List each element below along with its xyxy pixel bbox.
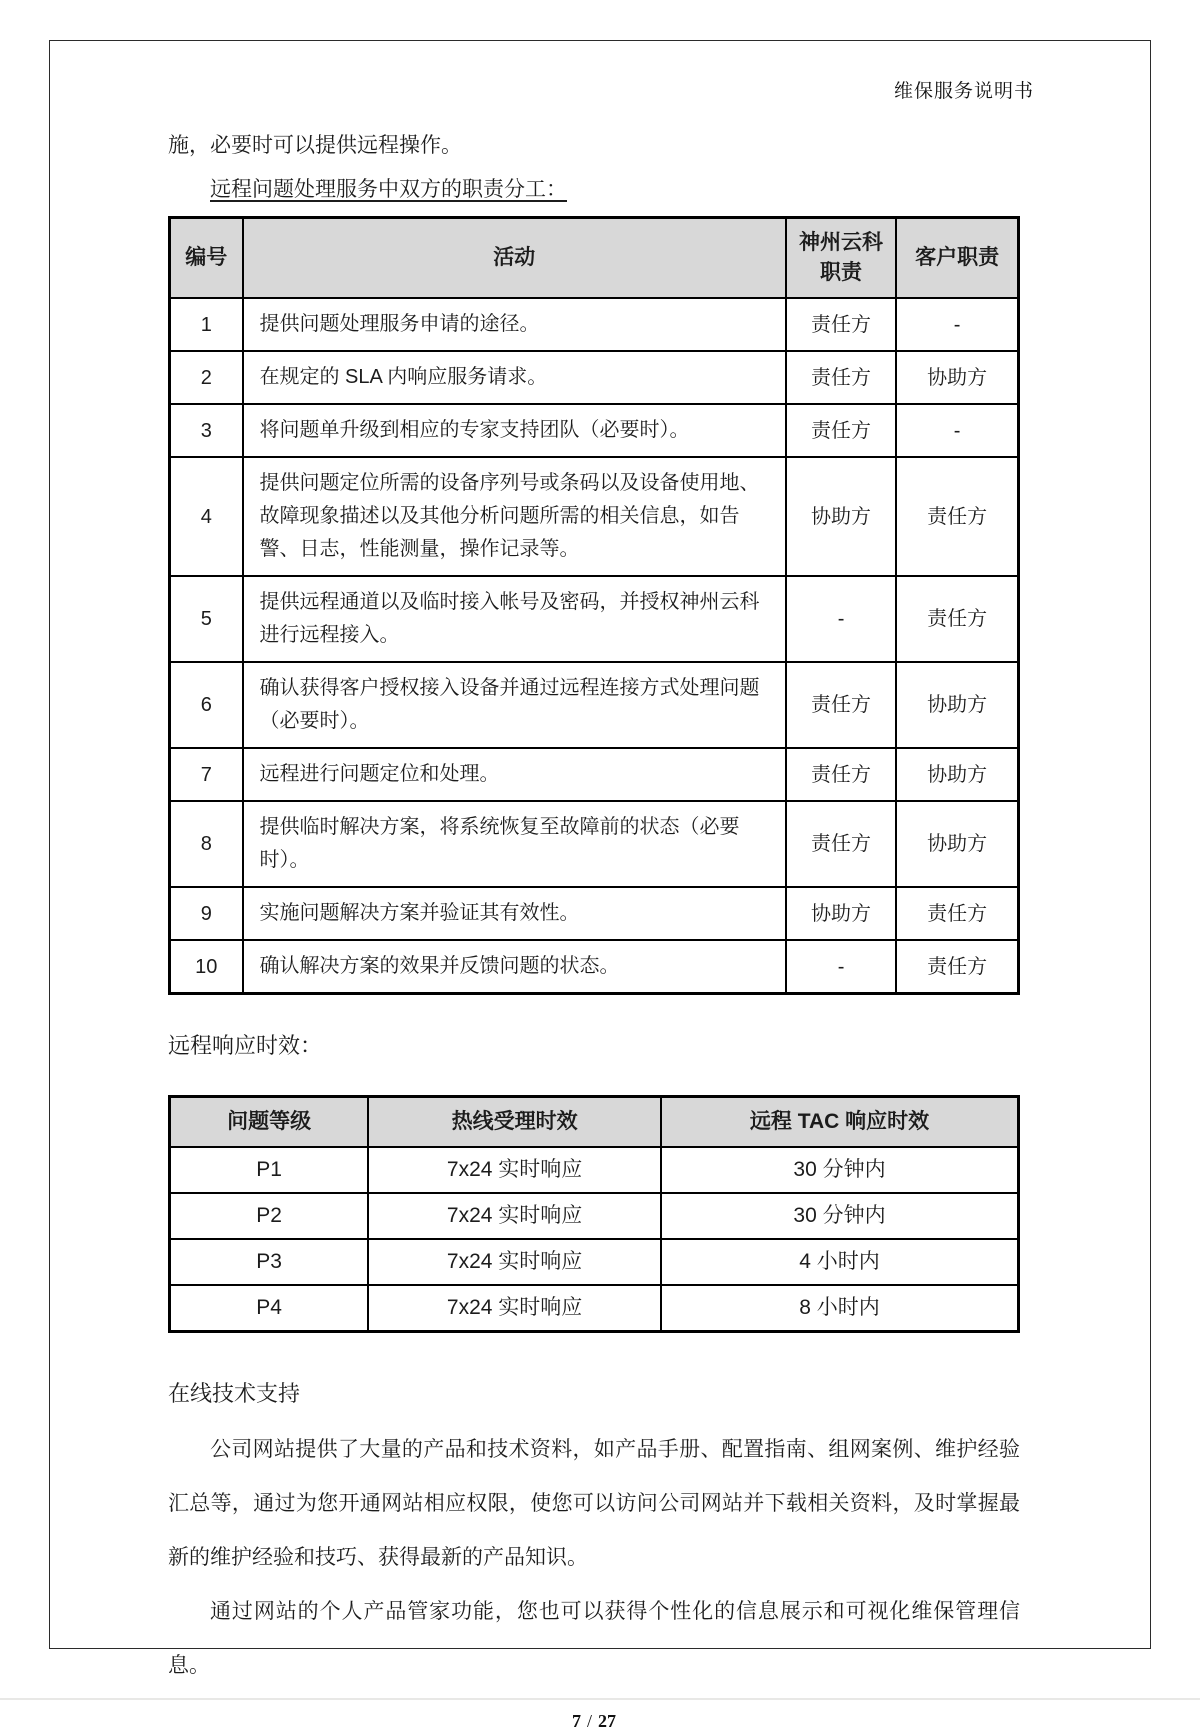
- page-number-current: 7: [571, 1711, 581, 1731]
- response-time-label: 远程响应时效：: [168, 1033, 323, 1058]
- col-header-vendor-duty-line1: 神州云科: [799, 231, 884, 254]
- cell-activity: 提供远程通道以及临时接入帐号及密码，并授权神州云科进行远程接入。: [243, 576, 786, 662]
- cell-customer: 协助方: [896, 662, 1018, 748]
- cell-customer: 责任方: [896, 940, 1018, 994]
- intro-paragraph-continuation: 施，必要时可以提供远程操作。: [168, 134, 462, 157]
- cell-number: 7: [170, 748, 243, 801]
- col-header-customer-duty: 客户职责: [896, 218, 1018, 299]
- col-header-problem-level: 问题等级: [170, 1097, 369, 1148]
- cell-hotline: 7x24 实时响应: [368, 1193, 661, 1239]
- cell-customer: 责任方: [896, 457, 1018, 576]
- cell-number: 4: [170, 457, 243, 576]
- page-content: [168, 132, 1020, 1732]
- table-row: [170, 662, 1019, 748]
- cell-number: 3: [170, 404, 243, 457]
- responsibility-table: [168, 216, 1020, 995]
- cell-level: P2: [170, 1193, 369, 1239]
- cell-customer: 责任方: [896, 576, 1018, 662]
- table1-caption: [168, 176, 1020, 204]
- response-time-table: [168, 1095, 1020, 1333]
- cell-customer: 协助方: [896, 801, 1018, 887]
- table-row: [170, 298, 1019, 351]
- cell-activity: 提供临时解决方案，将系统恢复至故障前的状态（必要时）。: [243, 801, 786, 887]
- cell-tac: 30 分钟内: [661, 1193, 1018, 1239]
- cell-customer: -: [896, 404, 1018, 457]
- response-time-table-header-row: [170, 1097, 1019, 1148]
- col-header-activity: 活动: [243, 218, 786, 299]
- table-row: [170, 1285, 1019, 1332]
- cell-tac: 8 小时内: [661, 1285, 1018, 1332]
- cell-vendor: 责任方: [786, 662, 896, 748]
- cell-vendor: 责任方: [786, 748, 896, 801]
- cell-number: 6: [170, 662, 243, 748]
- table-row: [170, 940, 1019, 994]
- table-row: [170, 1147, 1019, 1193]
- cell-vendor: 责任方: [786, 404, 896, 457]
- table-row: [170, 576, 1019, 662]
- cell-number: 1: [170, 298, 243, 351]
- col-header-number: 编号: [170, 218, 243, 299]
- cell-vendor: -: [786, 940, 896, 994]
- cell-vendor: 责任方: [786, 351, 896, 404]
- page-number-total: 27: [598, 1711, 616, 1731]
- cell-number: 9: [170, 887, 243, 940]
- cell-level: P4: [170, 1285, 369, 1332]
- cell-number: 2: [170, 351, 243, 404]
- cell-vendor: -: [786, 576, 896, 662]
- col-header-vendor-duty: [786, 218, 896, 299]
- cell-customer: -: [896, 298, 1018, 351]
- cell-activity: 在规定的 SLA 内响应服务请求。: [243, 351, 786, 404]
- cell-activity: 远程进行问题定位和处理。: [243, 748, 786, 801]
- cell-vendor: 协助方: [786, 457, 896, 576]
- table-row: [170, 457, 1019, 576]
- cell-activity: 实施问题解决方案并验证其有效性。: [243, 887, 786, 940]
- cell-hotline: 7x24 实时响应: [368, 1239, 661, 1285]
- cell-tac: 30 分钟内: [661, 1147, 1018, 1193]
- table-row: [170, 351, 1019, 404]
- cell-number: 8: [170, 801, 243, 887]
- page-number-separator: /: [586, 1711, 592, 1731]
- table-row: [170, 404, 1019, 457]
- cell-level: P3: [170, 1239, 369, 1285]
- cell-activity: 确认解决方案的效果并反馈问题的状态。: [243, 940, 786, 994]
- table1-caption-text: 远程问题处理服务中双方的职责分工：: [210, 178, 567, 201]
- cell-activity: 提供问题处理服务申请的途径。: [243, 298, 786, 351]
- table-row: [170, 1193, 1019, 1239]
- cell-level: P1: [170, 1147, 369, 1193]
- col-header-remote-tac-sla: 远程 TAC 响应时效: [661, 1097, 1018, 1148]
- cell-hotline: 7x24 实时响应: [368, 1147, 661, 1193]
- page-number-footer: [168, 1711, 1020, 1732]
- cell-number: 10: [170, 940, 243, 994]
- cell-customer: 责任方: [896, 887, 1018, 940]
- responsibility-table-header-row: [170, 218, 1019, 299]
- col-header-hotline-sla: 热线受理时效: [368, 1097, 661, 1148]
- table-row: [170, 1239, 1019, 1285]
- cell-tac: 4 小时内: [661, 1239, 1018, 1285]
- online-support-paragraph-1: 公司网站提供了大量的产品和技术资料，如产品手册、配置指南、组网案例、维护经验汇总等，通过为您开通网站相应权限，使您可以访问公司网站并下载相关资料，及时掌握最新的维护经验和技巧、获得最新的产品知识。: [168, 1438, 1020, 1569]
- cell-activity: 确认获得客户授权接入设备并通过远程连接方式处理问题（必要时）。: [243, 662, 786, 748]
- cell-number: 5: [170, 576, 243, 662]
- cell-vendor: 责任方: [786, 298, 896, 351]
- cell-vendor: 责任方: [786, 801, 896, 887]
- cell-activity: 提供问题定位所需的设备序列号或条码以及设备使用地、故障现象描述以及其他分析问题所需的相关信息，如告警、日志，性能测量，操作记录等。: [243, 457, 786, 576]
- table-row: [170, 748, 1019, 801]
- col-header-vendor-duty-line2: 职责: [820, 261, 863, 284]
- table-row: [170, 801, 1019, 887]
- online-support-heading: 在线技术支持: [168, 1381, 301, 1406]
- cell-hotline: 7x24 实时响应: [368, 1285, 661, 1332]
- cell-customer: 协助方: [896, 748, 1018, 801]
- document-header-title: 维保服务说明书: [893, 81, 1034, 102]
- online-support-paragraph-2: 通过网站的个人产品管家功能，您也可以获得个性化的信息展示和可视化维保管理信息。: [168, 1600, 1020, 1677]
- cell-activity: 将问题单升级到相应的专家支持团队（必要时）。: [243, 404, 786, 457]
- table-row: [170, 887, 1019, 940]
- cell-customer: 协助方: [896, 351, 1018, 404]
- cell-vendor: 协助方: [786, 887, 896, 940]
